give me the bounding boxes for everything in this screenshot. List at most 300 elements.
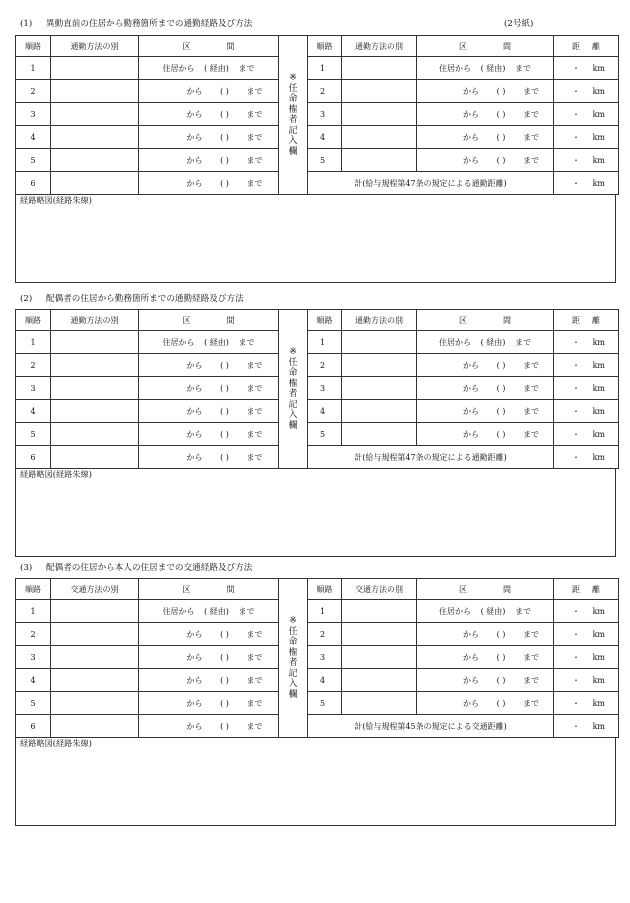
appointer-note-char: ※ <box>289 73 297 83</box>
appointer-note-char: 入 <box>288 410 298 420</box>
appointer-note-char: 命 <box>288 637 298 647</box>
distance-unit: km <box>592 629 605 639</box>
section-header <box>417 310 554 331</box>
section-title <box>20 561 252 573</box>
route-cell <box>139 692 279 715</box>
route-row <box>16 331 619 354</box>
to-text: まで <box>523 155 539 165</box>
via-paren: ( ) <box>496 652 506 662</box>
distance-unit: km <box>592 698 605 708</box>
distance-cell <box>554 669 619 692</box>
to-text: まで <box>515 337 531 347</box>
route-cell <box>139 423 279 446</box>
route-row <box>16 646 619 669</box>
from-text: から <box>186 132 203 142</box>
section-title-text: 配偶者の住居から勤務箇所までの通勤経路及び方法 <box>46 294 244 304</box>
route-map-box[interactable] <box>15 468 616 557</box>
order-cell-right: 4 <box>308 126 342 149</box>
route-table <box>15 578 619 738</box>
distance-dot: ・ <box>572 721 580 731</box>
section-title-text: 異動直前の住居から勤務箇所までの通勤経路及び方法 <box>46 19 253 29</box>
route-table <box>15 309 619 469</box>
method-cell-right[interactable] <box>342 149 417 172</box>
distance-unit: km <box>592 132 605 142</box>
route-map-label: 経路略図(経路朱線) <box>20 195 92 205</box>
route-cell <box>139 172 279 195</box>
via-paren: ( ) <box>496 132 506 142</box>
order-cell: 4 <box>16 669 51 692</box>
order-cell-right: 1 <box>308 331 342 354</box>
method-header: 通勤方法の別 <box>51 310 139 331</box>
route-row <box>16 354 619 377</box>
method-cell-right[interactable] <box>342 377 417 400</box>
method-cell[interactable] <box>51 103 139 126</box>
appointer-note-char: 記 <box>288 399 298 410</box>
distance-dot: ・ <box>572 63 580 73</box>
appointer-note-char: 権 <box>288 647 298 658</box>
distance-cell <box>554 692 619 715</box>
order-cell-right: 1 <box>308 600 342 623</box>
distance-unit: km <box>592 606 605 616</box>
order-header: 順路 <box>16 310 51 331</box>
distance-unit: km <box>592 406 605 416</box>
via-paren: ( ) <box>496 675 506 685</box>
from-text: から <box>463 360 479 370</box>
route-row <box>16 80 619 103</box>
order-cell: 6 <box>16 715 51 738</box>
distance-cell <box>554 600 619 623</box>
via-paren: ( ) <box>496 360 506 370</box>
appointer-note-char: 入 <box>288 136 298 146</box>
to-text: まで <box>523 698 539 708</box>
via-paren: ( 経由) <box>480 337 506 347</box>
order-cell: 1 <box>16 600 51 623</box>
from-text: から <box>463 698 479 708</box>
to-text: まで <box>246 452 263 462</box>
route-row <box>16 692 619 715</box>
total-label: 計(給与規程第47条の規定による通勤距離) <box>308 172 554 195</box>
distance-dot: ・ <box>572 698 580 708</box>
appointer-note-cell <box>279 579 308 738</box>
distance-header-char-2: 離 <box>592 41 600 51</box>
origin-route-cell <box>417 600 554 623</box>
route-cell <box>139 103 279 126</box>
route-cell <box>417 692 554 715</box>
distance-dot: ・ <box>572 429 580 439</box>
via-paren: ( ) <box>220 452 229 462</box>
order-cell-right: 5 <box>308 692 342 715</box>
method-cell-right[interactable] <box>342 80 417 103</box>
via-paren: ( ) <box>220 86 229 96</box>
method-cell-right[interactable] <box>342 331 417 354</box>
order-cell-right: 3 <box>308 103 342 126</box>
distance-header <box>554 310 619 331</box>
route-row <box>16 149 619 172</box>
via-paren: ( ) <box>496 155 506 165</box>
route-cell <box>139 80 279 103</box>
route-map-box[interactable] <box>15 737 616 826</box>
appointer-note-char: 者 <box>288 115 298 125</box>
method-cell-right[interactable] <box>342 103 417 126</box>
to-text: まで <box>246 652 263 662</box>
to-text: まで <box>238 337 255 347</box>
distance-unit: km <box>592 178 605 188</box>
distance-cell <box>554 331 619 354</box>
route-row <box>16 377 619 400</box>
to-text: まで <box>246 109 263 119</box>
from-text: から <box>463 383 479 393</box>
route-cell <box>417 623 554 646</box>
distance-dot: ・ <box>572 383 580 393</box>
route-cell <box>139 715 279 738</box>
order-cell-right: 5 <box>308 423 342 446</box>
method-header-right: 交通方法の別 <box>342 579 417 600</box>
to-text: まで <box>246 629 263 639</box>
route-row <box>16 423 619 446</box>
header-row <box>16 579 619 600</box>
appointer-note-char: 命 <box>288 368 298 378</box>
order-header-right: 順路 <box>308 310 342 331</box>
distance-unit: km <box>592 337 605 347</box>
distance-cell <box>554 80 619 103</box>
method-cell-right[interactable] <box>342 126 417 149</box>
route-map-label: 経路略図(経路朱線) <box>20 469 92 479</box>
distance-dot: ・ <box>572 675 580 685</box>
route-cell <box>139 669 279 692</box>
order-cell-right: 5 <box>308 149 342 172</box>
method-header: 交通方法の別 <box>51 579 139 600</box>
from-text: から <box>186 675 203 685</box>
via-paren: ( ) <box>220 360 229 370</box>
to-text: まで <box>246 406 263 416</box>
appointer-note-char: 任 <box>288 83 298 94</box>
section-header-char-1: 区 <box>459 41 467 51</box>
distance-cell <box>554 354 619 377</box>
via-paren: ( ) <box>496 109 506 119</box>
section-header <box>139 310 279 331</box>
from-text: から <box>186 452 203 462</box>
order-header-right: 順路 <box>308 579 342 600</box>
order-cell: 2 <box>16 623 51 646</box>
via-text: 経由 <box>486 63 503 73</box>
method-cell[interactable] <box>51 646 139 669</box>
order-cell: 4 <box>16 400 51 423</box>
order-cell-right: 4 <box>308 400 342 423</box>
method-cell-right[interactable] <box>342 57 417 80</box>
distance-header-char-2: 離 <box>592 584 600 594</box>
order-cell: 5 <box>16 149 51 172</box>
route-row <box>16 172 619 195</box>
route-row <box>16 400 619 423</box>
origin-route-cell <box>139 600 279 623</box>
method-cell-right[interactable] <box>342 623 417 646</box>
to-text: まで <box>523 86 539 96</box>
route-row <box>16 57 619 80</box>
to-text: まで <box>246 132 263 142</box>
to-text: まで <box>515 606 531 616</box>
route-map-box[interactable] <box>15 194 616 283</box>
distance-cell <box>554 172 619 195</box>
order-cell: 3 <box>16 377 51 400</box>
section-number: (1) <box>20 19 33 29</box>
to-text: まで <box>523 109 539 119</box>
via-paren: ( ) <box>496 383 506 393</box>
distance-unit: km <box>592 360 605 370</box>
from-text: から <box>463 155 479 165</box>
from-text: から <box>463 675 479 685</box>
distance-cell <box>554 623 619 646</box>
via-paren: ( ) <box>496 629 506 639</box>
section-number: (3) <box>20 563 33 573</box>
route-cell <box>417 646 554 669</box>
origin-text: 住居から <box>439 606 471 616</box>
distance-cell <box>554 126 619 149</box>
appointer-note-char: 命 <box>288 94 298 104</box>
via-paren: ( ) <box>220 178 229 188</box>
method-cell[interactable] <box>51 80 139 103</box>
distance-unit: km <box>592 155 605 165</box>
to-text: まで <box>523 383 539 393</box>
section-header <box>417 36 554 57</box>
order-cell: 5 <box>16 423 51 446</box>
method-cell-right[interactable] <box>342 669 417 692</box>
route-cell <box>417 377 554 400</box>
to-text: まで <box>523 675 539 685</box>
to-text: まで <box>238 606 255 616</box>
via-paren: ( ) <box>220 429 229 439</box>
order-cell: 1 <box>16 57 51 80</box>
route-cell <box>417 80 554 103</box>
from-text: から <box>186 86 203 96</box>
appointer-note-char: 任 <box>288 357 298 368</box>
route-cell <box>139 149 279 172</box>
to-text: まで <box>523 629 539 639</box>
from-text: から <box>463 429 479 439</box>
appointer-note-char: 欄 <box>288 146 298 157</box>
from-text: から <box>463 132 479 142</box>
method-cell[interactable] <box>51 377 139 400</box>
distance-cell <box>554 103 619 126</box>
distance-header-char-1: 距 <box>572 584 580 594</box>
route-cell <box>139 354 279 377</box>
order-header-right: 順路 <box>308 36 342 57</box>
from-text: から <box>186 360 203 370</box>
via-paren: ( ) <box>496 698 506 708</box>
order-cell: 3 <box>16 103 51 126</box>
to-text: まで <box>246 698 263 708</box>
via-paren: ( 経由) <box>480 606 506 616</box>
section-header-char-2: 間 <box>226 584 235 594</box>
from-text: から <box>186 178 203 188</box>
distance-dot: ・ <box>572 337 580 347</box>
route-row <box>16 446 619 469</box>
to-text: まで <box>515 63 531 73</box>
to-text: まで <box>238 63 255 73</box>
order-cell: 4 <box>16 126 51 149</box>
to-text: まで <box>523 360 539 370</box>
via-text: 経由 <box>486 337 503 347</box>
method-cell[interactable] <box>51 354 139 377</box>
distance-dot: ・ <box>572 629 580 639</box>
distance-dot: ・ <box>572 452 580 462</box>
from-text: から <box>186 652 203 662</box>
distance-header <box>554 36 619 57</box>
distance-unit: km <box>592 452 605 462</box>
appointer-note-char: 欄 <box>288 689 298 700</box>
order-cell: 6 <box>16 446 51 469</box>
method-cell[interactable] <box>51 669 139 692</box>
distance-dot: ・ <box>572 86 580 96</box>
from-text: から <box>186 698 203 708</box>
from-text: から <box>186 429 203 439</box>
distance-cell <box>554 57 619 80</box>
section-header-char-2: 間 <box>226 315 235 325</box>
from-text: から <box>186 629 203 639</box>
method-header-right: 通勤方法の別 <box>342 310 417 331</box>
via-paren: ( ) <box>220 675 229 685</box>
origin-text: 住居から <box>162 63 195 73</box>
route-map-label: 経路略図(経路朱線) <box>20 738 92 748</box>
via-paren: ( 経由) <box>204 337 229 347</box>
order-cell: 2 <box>16 80 51 103</box>
from-text: から <box>463 406 479 416</box>
method-cell[interactable] <box>51 400 139 423</box>
via-text: 経由 <box>486 606 503 616</box>
via-paren: ( ) <box>220 629 229 639</box>
distance-cell <box>554 446 619 469</box>
section-header-char-1: 区 <box>182 315 191 325</box>
via-paren: ( ) <box>496 429 506 439</box>
route-row <box>16 669 619 692</box>
distance-unit: km <box>592 721 605 731</box>
method-cell-right[interactable] <box>342 354 417 377</box>
section-title-text: 配偶者の住居から本人の住居までの交通経路及び方法 <box>46 563 253 573</box>
origin-route-cell <box>417 57 554 80</box>
route-row <box>16 623 619 646</box>
via-paren: ( ) <box>220 406 229 416</box>
order-cell: 5 <box>16 692 51 715</box>
via-paren: ( ) <box>220 109 229 119</box>
section-title <box>20 17 252 29</box>
method-cell[interactable] <box>51 423 139 446</box>
appointer-note <box>288 616 297 700</box>
via-paren: ( ) <box>220 132 229 142</box>
section-header-char-1: 区 <box>182 41 191 51</box>
method-cell[interactable] <box>51 623 139 646</box>
appointer-note-char: 記 <box>288 125 298 136</box>
distance-cell <box>554 400 619 423</box>
order-cell-right: 2 <box>308 623 342 646</box>
method-cell[interactable] <box>51 600 139 623</box>
total-label: 計(給与規程第45条の規定による交通距離) <box>308 715 554 738</box>
from-text: から <box>463 109 479 119</box>
route-row <box>16 126 619 149</box>
route-cell <box>139 446 279 469</box>
to-text: まで <box>523 429 539 439</box>
method-cell-right[interactable] <box>342 600 417 623</box>
to-text: まで <box>246 721 263 731</box>
route-cell <box>139 126 279 149</box>
route-cell <box>417 103 554 126</box>
origin-text: 住居から <box>162 337 195 347</box>
from-text: から <box>186 109 203 119</box>
distance-unit: km <box>592 675 605 685</box>
order-header: 順路 <box>16 579 51 600</box>
section-header <box>139 579 279 600</box>
distance-cell <box>554 646 619 669</box>
to-text: まで <box>246 155 263 165</box>
to-text: まで <box>246 360 263 370</box>
route-cell <box>417 669 554 692</box>
method-cell[interactable] <box>51 149 139 172</box>
appointer-note-cell <box>279 36 308 195</box>
from-text: から <box>186 155 203 165</box>
section-header <box>417 579 554 600</box>
route-cell <box>417 423 554 446</box>
origin-route-cell <box>139 331 279 354</box>
to-text: まで <box>523 406 539 416</box>
route-cell <box>417 149 554 172</box>
method-cell[interactable] <box>51 692 139 715</box>
appointer-note-char: 権 <box>288 104 298 115</box>
order-cell-right: 3 <box>308 646 342 669</box>
from-text: から <box>463 629 479 639</box>
appointer-note-char: 権 <box>288 378 298 389</box>
method-cell[interactable] <box>51 126 139 149</box>
distance-header-char-1: 距 <box>572 315 580 325</box>
to-text: まで <box>523 132 539 142</box>
section-header-char-2: 間 <box>503 41 511 51</box>
method-cell[interactable] <box>51 331 139 354</box>
to-text: まで <box>246 429 263 439</box>
section-header-char-2: 間 <box>503 584 511 594</box>
distance-dot: ・ <box>572 178 580 188</box>
method-cell-right[interactable] <box>342 423 417 446</box>
distance-cell <box>554 423 619 446</box>
appointer-note-cell <box>279 310 308 469</box>
method-cell[interactable] <box>51 172 139 195</box>
via-paren: ( ) <box>496 406 506 416</box>
method-cell-right[interactable] <box>342 646 417 669</box>
origin-text: 住居から <box>439 337 471 347</box>
distance-cell <box>554 715 619 738</box>
order-cell-right: 3 <box>308 377 342 400</box>
from-text: から <box>186 406 203 416</box>
section-header-char-1: 区 <box>459 315 467 325</box>
method-cell-right[interactable] <box>342 692 417 715</box>
method-header-right: 通勤方法の別 <box>342 36 417 57</box>
method-cell[interactable] <box>51 446 139 469</box>
method-cell[interactable] <box>51 715 139 738</box>
via-text: 経由 <box>209 606 226 616</box>
route-cell <box>139 623 279 646</box>
route-row <box>16 715 619 738</box>
appointer-note-char: 欄 <box>288 420 298 431</box>
via-paren: ( ) <box>220 383 229 393</box>
distance-dot: ・ <box>572 406 580 416</box>
via-paren: ( ) <box>220 698 229 708</box>
distance-dot: ・ <box>572 109 580 119</box>
distance-header <box>554 579 619 600</box>
method-cell-right[interactable] <box>342 400 417 423</box>
method-cell[interactable] <box>51 57 139 80</box>
to-text: まで <box>246 178 263 188</box>
form-number: (2号紙) <box>504 19 534 29</box>
appointer-note <box>288 347 297 431</box>
section-header-char-1: 区 <box>182 584 191 594</box>
header-row <box>16 310 619 331</box>
distance-unit: km <box>592 86 605 96</box>
